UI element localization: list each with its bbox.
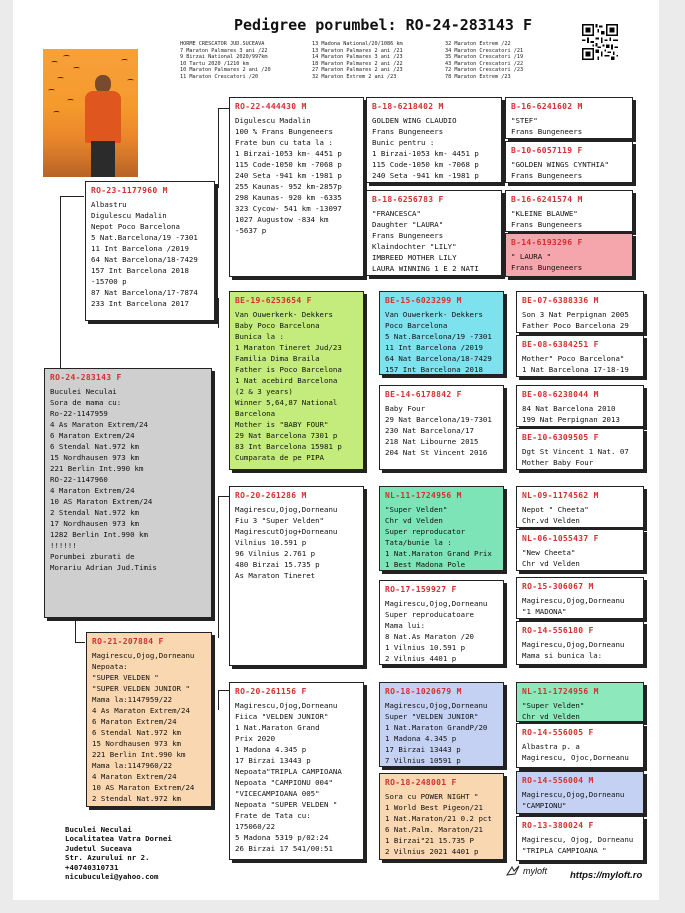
card-line: 6 Stendal Nat.972 km <box>92 728 181 737</box>
card-line: 4 Maraton Extrem/24 <box>50 486 135 495</box>
pedigree-card[interactable] <box>516 529 644 571</box>
card-line: 6 Nat.Palm. Maraton/21 <box>385 825 483 834</box>
card-line: Digulescu Madalin <box>235 116 311 125</box>
card-line: Mother" Poco Barcelona" <box>522 354 625 363</box>
card-line: Chr.vd Velden <box>522 516 580 525</box>
card-line: 96 Vilnius 2.761 p <box>235 549 316 558</box>
card-line: Magirescu,Ojog,Dorneanu <box>522 790 625 799</box>
card-line: Digulescu Madalin <box>91 211 167 220</box>
card-line: 10 AS Maraton Extrem/24 <box>92 783 195 792</box>
card-line: 1 Birzai-1053 km- 4451 p <box>235 149 342 158</box>
pedigree-card[interactable] <box>379 580 504 665</box>
card-line: 10 AS Maraton Extrem/24 <box>50 497 153 506</box>
pedigree-card[interactable] <box>505 233 633 277</box>
result-line: 10 Maraton Palmares 2 ani /20 <box>180 67 271 74</box>
card-line: Father Poco Barcelona 29 <box>522 321 629 330</box>
card-line: 2 Stendal Nat.972 km <box>92 794 181 803</box>
card-line: 4 As Maraton Extrem/24 <box>50 420 148 429</box>
card-line: 480 Birzai 15.735 p <box>235 560 320 569</box>
card-line: 1 Nat.Maraton/21 0.2 pct <box>385 814 492 823</box>
result-line: 11 Maraton Crescatori /20 <box>180 73 259 80</box>
card-line: MagirescutOjog+Dorneanu <box>235 527 338 536</box>
results-column-1 <box>180 41 271 81</box>
card-line: 298 Kaunas- 920 km -6335 <box>235 193 342 202</box>
card-line: Chr vd Velden <box>522 559 580 568</box>
card-line: -15700 p <box>91 277 127 286</box>
card-line: 1 Nat.Maraton Grand Prix <box>385 549 492 558</box>
card-line: 1 Birzai"21 15.735 P <box>385 836 474 845</box>
card-line: Nepoata"TRIPLA CAMPIOANA <box>235 767 342 776</box>
ring-number: RO-20-261286 M <box>235 491 307 500</box>
results-column-3 <box>445 41 523 81</box>
pedigree-card-subject[interactable] <box>44 368 212 618</box>
pedigree-card[interactable] <box>505 141 633 183</box>
card-line: Van Ouwerkerk- Dekkers <box>235 310 333 319</box>
card-line: 157 Int Barcelona 2018 <box>91 266 189 275</box>
card-line: "1 MADONA" <box>522 607 567 616</box>
card-line: 64 Nat Barcelona/18-7429 <box>91 255 198 264</box>
card-line: 233 Int Barcelona 2017 <box>91 299 189 308</box>
result-line: 35 Maraton Crescatori /19 <box>445 54 524 61</box>
ring-number: BE-07-6388336 M <box>522 296 599 305</box>
card-line: Baby Four <box>385 404 426 413</box>
owner-email[interactable]: nicubuculei@yahoo.com <box>65 872 159 882</box>
card-line: Frans Bungeneers <box>511 263 583 272</box>
card-line: Mama si bunica la: <box>522 651 603 660</box>
card-line: 323 Cycow- 541 km -13097 <box>235 204 342 213</box>
pedigree-card[interactable] <box>516 682 644 722</box>
card-line: !!!!!! <box>50 541 77 550</box>
card-line: Nepoata "CAMPIONU 004" <box>235 778 333 787</box>
card-line: 1 Best Madona Pole <box>385 560 466 569</box>
ring-number: BE-15-6023299 M <box>385 296 462 305</box>
card-line: 1 Nat Barcelona 17-18-19 <box>522 365 629 374</box>
card-line: 17 Birzai 13443 p <box>235 756 311 765</box>
card-line: "STEF" <box>511 116 538 125</box>
ring-number: BE-08-6238044 M <box>522 390 599 399</box>
owner-name: Buculei Neculai <box>65 825 132 834</box>
card-line: Bunica la : <box>235 332 284 341</box>
card-line: 64 Nat Barcelona/18-7429 <box>385 354 492 363</box>
result-line: 9 Birzai National 2020/997km <box>180 54 268 61</box>
card-line: 175060/22 <box>235 822 276 831</box>
card-line: 11 Int Barcelona /2019 <box>385 343 483 352</box>
card-line: 15 Nordhausen 973 km <box>92 739 181 748</box>
result-line: 14 Maraton Palmares 3 ani /23 <box>312 54 403 61</box>
card-line: Chr vd Velden <box>522 712 580 721</box>
result-line: 78 Maraton Extrem /23 <box>445 73 511 80</box>
pigeon-breeder-photo <box>43 49 138 177</box>
result-line: 27 Maraton Palmares 2 ani /23 <box>312 67 403 74</box>
card-line: 6 Maraton Extrem/24 <box>50 431 135 440</box>
card-line: Daughter "LAURA" <box>372 220 444 229</box>
card-line: Fiu 3 "Super Velden" <box>235 516 324 525</box>
card-line: Morariu Adrian Jud.Timis <box>50 563 157 572</box>
card-line: 2 Stendal Nat.972 km <box>50 508 139 517</box>
result-line: 32 Maraton Extrem /22 <box>445 41 511 47</box>
card-line: 218 Nat Libourne 2015 <box>385 437 479 446</box>
ring-number: NL-09-1174562 M <box>522 491 599 500</box>
pedigree-card[interactable] <box>516 486 644 528</box>
result-line: 10 Tartu 2020 /1210 km <box>180 60 249 67</box>
card-line: Mama lui: <box>385 621 426 630</box>
card-line: Mama la:1147960/22 <box>92 761 173 770</box>
ring-number: B-18-6218402 M <box>372 102 444 111</box>
card-line: 83 Int Barcelona 15981 p <box>235 442 342 451</box>
card-line: 204 Nat St Vincent 2016 <box>385 448 488 457</box>
pedigree-card[interactable] <box>516 291 644 333</box>
card-line: 1 Madona 4.345 p <box>235 745 307 754</box>
ring-number: RO-18-248001 F <box>385 778 457 787</box>
card-line: 8 Nat.As Maraton /20 <box>385 632 474 641</box>
pedigree-card[interactable] <box>379 486 504 571</box>
card-line: 1027 Augustow -834 km <box>235 215 329 224</box>
card-line: "Super Velden" <box>522 701 585 710</box>
card-line: 29 Nat Barcelona 7301 p <box>235 431 338 440</box>
ring-number: B-14-6193296 F <box>511 238 583 247</box>
card-line: 5 Nat.Barcelona/19 -7301 <box>91 233 198 242</box>
owner-contact <box>65 825 172 881</box>
card-line: 84 Nat Barcelona 2010 <box>522 404 616 413</box>
owner-locality: Localitatea Vatra Dornei <box>65 834 172 844</box>
card-line: 1 Birzai-1053 km- 4451 p <box>372 149 479 158</box>
card-line: 5 Nat.Barcelona/19 -7301 <box>385 332 492 341</box>
ring-number: NL-11-1724956 M <box>522 687 599 696</box>
pedigree-card-sire-dam[interactable] <box>229 291 364 470</box>
pigeon-icon <box>506 865 520 877</box>
ring-number: RO-14-556004 M <box>522 776 594 785</box>
ring-number: B-16-6241574 M <box>511 195 583 204</box>
ring-number: BE-10-6309505 F <box>522 433 599 442</box>
card-line: 221 Berlin Int.990 km <box>92 750 186 759</box>
card-line: Magirescu,Ojog,Dorneanu <box>522 596 625 605</box>
ring-number: BE-08-6384251 F <box>522 340 599 349</box>
page-title: Pedigree porumbel: RO-24-283143 F <box>233 16 532 34</box>
card-line: 17 Birzai 13443 p <box>385 745 461 754</box>
pedigree-card[interactable] <box>516 723 644 768</box>
card-line: 11 Int Barcelona /2019 <box>91 244 189 253</box>
card-line: Magirescu, Ojoc,Dorneanu <box>522 753 629 762</box>
card-line: 7 Vilnius 10591 p <box>385 756 461 765</box>
card-line: Magirescu,Ojog,Dorneanu <box>235 701 338 710</box>
card-line: Chr vd Velden <box>385 516 443 525</box>
card-line: Barcelona <box>235 409 276 418</box>
pedigree-card[interactable] <box>366 190 502 276</box>
ring-number: B-18-6256783 F <box>372 195 444 204</box>
card-line: Mother Baby Four <box>522 458 594 467</box>
ring-number: RO-17-159927 F <box>385 585 457 594</box>
card-line: 115 Code-1050 km -7068 p <box>372 160 479 169</box>
pedigree-card[interactable] <box>516 621 644 665</box>
card-line: "VICECAMPIOANA 005" <box>235 789 320 798</box>
card-line: Mama la:1147959/22 <box>92 695 173 704</box>
card-line: Sora cu POWER NIGHT " <box>385 792 479 801</box>
card-line: 1 World Best Pigeon/21 <box>385 803 483 812</box>
card-line: Ro-22-1147959 <box>50 409 108 418</box>
card-line: Nepoata: <box>92 662 128 671</box>
card-line: 6 Maraton Extrem/24 <box>92 717 177 726</box>
card-line: Father is Poco Barcelona <box>235 365 342 374</box>
card-line: Nepoata "SUPER VELDEN " <box>235 800 338 809</box>
card-line: Mother is "BABY FOUR" <box>235 420 329 429</box>
card-line: Super reproducator <box>385 527 466 536</box>
card-line: 1 Maraton Tineret Jud/23 <box>235 343 342 352</box>
brand-name: myloft <box>523 866 548 876</box>
card-line: 26 Birzai 17 541/00:51 <box>235 844 333 853</box>
card-line: Fiica "VELDEN JUNIOR" <box>235 712 329 721</box>
ring-number: NL-06-1055437 F <box>522 534 599 543</box>
website-link[interactable]: https://myloft.ro <box>570 870 643 881</box>
card-line: Frate bun cu tata la : <box>235 138 333 147</box>
card-line: 221 Berlin Int.990 km <box>50 464 144 473</box>
ring-number: RO-14-556005 F <box>522 728 594 737</box>
pedigree-card[interactable] <box>516 771 644 814</box>
card-line: 1282 Berlin Int.990 km <box>50 530 148 539</box>
card-line: Vilnius 10.591 p <box>235 538 307 547</box>
card-line: "Super Velden" <box>385 505 448 514</box>
card-line: 255 Kaunas- 952 km-2857p <box>235 182 342 191</box>
card-line: Poco Barcelona <box>385 321 448 330</box>
ring-number: RO-23-1177960 M <box>91 186 168 195</box>
pedigree-card-sire-sire[interactable] <box>229 97 364 277</box>
card-line: "New Cheeta" <box>522 548 576 557</box>
card-line: 100 % Frans Bungeneers <box>235 127 333 136</box>
card-line: Cumparata de pe PIPA <box>235 453 324 462</box>
card-line: As Maraton Tineret <box>235 571 316 580</box>
pedigree-card[interactable] <box>516 335 644 377</box>
qr-code-icon <box>582 24 618 60</box>
card-line: "SUPER VELDEN " <box>92 673 159 682</box>
ring-number: RO-20-261156 F <box>235 687 307 696</box>
card-line: "KLEINE BLAUWE" <box>511 209 578 218</box>
ring-number: RO-22-444430 M <box>235 102 307 111</box>
pedigree-card-dam-dam[interactable] <box>229 682 364 860</box>
card-line: "GOLDEN WINGS CYNTHIA" <box>511 160 609 169</box>
pedigree-card[interactable] <box>516 385 644 427</box>
ring-number: RO-18-1020679 M <box>385 687 462 696</box>
card-line: 4 As Maraton Extrem/24 <box>92 706 190 715</box>
card-line: 29 Nat Barcelona/19-7301 <box>385 415 492 424</box>
card-line: Magirescu,Ojog,Dorneanu <box>92 651 195 660</box>
card-line: 4 Maraton Extrem/24 <box>92 772 177 781</box>
card-line: Frans Bungeneers <box>511 220 583 229</box>
card-line: GOLDEN WING CLAUDIO <box>372 116 457 125</box>
card-line: Prix 2020 <box>235 734 276 743</box>
card-line: -5637 p <box>235 226 267 235</box>
pedigree-card[interactable] <box>366 97 502 183</box>
card-line: Frans Bungeneers <box>511 127 583 136</box>
card-line: 2 Vilnius 4401 p <box>385 654 457 663</box>
result-line: 18 Maraton Palmares 2 ani /22 <box>312 60 403 67</box>
pedigree-card[interactable] <box>505 97 633 139</box>
result-line: 7 Maraton Palmares 3 ani /22 <box>180 47 268 54</box>
card-line: " LAURA " <box>511 252 552 261</box>
card-line: 15 Nordhausen 973 km <box>50 453 139 462</box>
card-line: (2 & 3 years) <box>235 387 293 396</box>
ring-number: B-16-6241602 M <box>511 102 583 111</box>
ring-number: RO-13-380024 F <box>522 821 594 830</box>
card-line: "CAMPIONU" <box>522 801 567 810</box>
card-line: IMBREED MOTHER LILY <box>372 253 457 262</box>
result-line: 32 Maraton Extrem 2 ani /23 <box>312 73 397 80</box>
card-line: Porumbei zburati de <box>50 552 135 561</box>
card-line: Magirescu,Ojog,Dorneanu <box>385 599 488 608</box>
card-line: Nepot " Cheeta" <box>522 505 589 514</box>
card-line: Magirescu, Ojog, Dorneanu <box>522 835 634 844</box>
card-line: "SUPER VELDEN JUNIOR " <box>92 684 190 693</box>
card-line: Son 3 Nat Perpignan 2005 <box>522 310 629 319</box>
ring-number: BE-14-6178842 F <box>385 390 462 399</box>
card-line: 1 Nat acebird Barcelona <box>235 376 338 385</box>
ring-number: BE-19-6253654 F <box>235 296 312 305</box>
pedigree-card[interactable] <box>516 577 644 619</box>
ring-number: RO-15-306067 M <box>522 582 594 591</box>
pedigree-card[interactable] <box>379 682 504 767</box>
pedigree-card-dam[interactable] <box>86 632 212 807</box>
owner-street: Str. Azurului nr 2. <box>65 853 150 863</box>
pedigree-card[interactable] <box>516 816 644 861</box>
card-line: Bunic pentru : <box>372 138 435 147</box>
owner-phone[interactable]: +40740310731 <box>65 862 119 872</box>
pedigree-card-dam-sire[interactable] <box>229 486 364 666</box>
result-line: 13 Madona National/20/1086 km <box>312 41 403 47</box>
pedigree-card[interactable] <box>379 291 504 375</box>
card-line: Dgt St Vincent 1 Nat. 07 <box>522 447 629 456</box>
myloft-logo <box>506 865 547 877</box>
card-line: Super reproducatoare <box>385 610 474 619</box>
pedigree-card-sire[interactable] <box>85 181 215 321</box>
owner-county: Judetul Suceava <box>65 843 132 853</box>
card-line: 1 Nat.Maraton Grand <box>235 723 320 732</box>
card-line: Klaindochter "LILY" <box>372 242 457 251</box>
card-line: Familia Dima Braila <box>235 354 320 363</box>
card-line: Buculei Neculai <box>50 387 117 396</box>
card-line: "TRIPLA CAMPIOANA " <box>522 846 607 855</box>
ring-number: RO-21-207884 F <box>92 637 164 646</box>
card-line: Frans Bungeneers <box>511 171 583 180</box>
result-line: HORME CRESCATOR JUD.SUCEAVA <box>180 41 265 47</box>
card-line: Frate de Tata cu: <box>235 811 311 820</box>
card-line: Super "VELDEN JUNIOR" <box>385 712 479 721</box>
ring-number: B-10-6057119 F <box>511 146 583 155</box>
card-line: Magirescu,Ojog,Dorneanu <box>522 640 625 649</box>
card-line: Nepot Poco Barcelona <box>91 222 180 231</box>
card-line: Albastra p. a <box>522 742 580 751</box>
card-line: 1 Vilnius 10.591 p <box>385 643 466 652</box>
card-line: Sora de mama cu: <box>50 398 122 407</box>
result-line: 72 Maraton Crescatori /23 <box>445 67 524 74</box>
card-line: 87 Nat Barcelona/17-7874 <box>91 288 198 297</box>
pedigree-card[interactable] <box>379 773 504 860</box>
card-line: Frans Bungeneers <box>372 231 444 240</box>
card-line: 5 Madona 5319 p/02:24 <box>235 833 329 842</box>
card-line: Baby Poco Barcelona <box>235 321 320 330</box>
card-line: 230 Nat Barcelona/17 <box>385 426 474 435</box>
result-line: 13 Maraton Palmares 2 ani /21 <box>312 47 403 54</box>
results-column-2 <box>312 41 403 81</box>
card-line: 6 Stendal Nat.972 km <box>50 442 139 451</box>
card-line: 240 Seta -941 km -1981 p <box>372 171 479 180</box>
card-line: Tata/bunie la : <box>385 538 452 547</box>
card-line: Albastru <box>91 200 127 209</box>
card-line: Van Ouwerkerk- Dekkers <box>385 310 483 319</box>
pedigree-card[interactable] <box>379 385 504 470</box>
card-line: 1 Nat.Maraton GrandP/20 <box>385 723 488 732</box>
card-line: Winner 5,64,87 National <box>235 398 338 407</box>
card-line: LAURA WINNING 1 E 2 NATI <box>372 264 479 273</box>
card-line: 17 Nordhausen 973 km <box>50 519 139 528</box>
ring-number: RO-14-556180 F <box>522 626 594 635</box>
pedigree-card[interactable] <box>516 428 644 470</box>
result-line: 43 Maraton Crescatori /22 <box>445 60 524 67</box>
result-line: 34 Maraton Crescatori /21 <box>445 47 524 54</box>
ring-number: NL-11-1724956 M <box>385 491 462 500</box>
card-line: Magirescu,Ojog,Dorneanu <box>235 505 338 514</box>
pedigree-sheet <box>13 0 659 900</box>
card-line: Magirescu,Ojog,Dorneanu <box>385 701 488 710</box>
card-line: 115 Code-1050 km -7068 p <box>235 160 342 169</box>
card-line: 157 Int Barcelona 2018 <box>385 365 483 374</box>
card-line: 1 Madona 4.345 p <box>385 734 457 743</box>
card-line: 199 Nat Perpignan 2013 <box>522 415 620 424</box>
pedigree-card[interactable] <box>505 190 633 232</box>
card-line: RO-22-1147960 <box>50 475 108 484</box>
card-line: Frans Bungeneers <box>372 127 444 136</box>
card-line: 240 Seta -941 km -1981 p <box>235 171 342 180</box>
ring-number: RO-24-283143 F <box>50 373 122 382</box>
card-line: "FRANCESCA" <box>372 209 421 218</box>
card-line: 2 Vilnius 2021 4401 p <box>385 847 479 856</box>
